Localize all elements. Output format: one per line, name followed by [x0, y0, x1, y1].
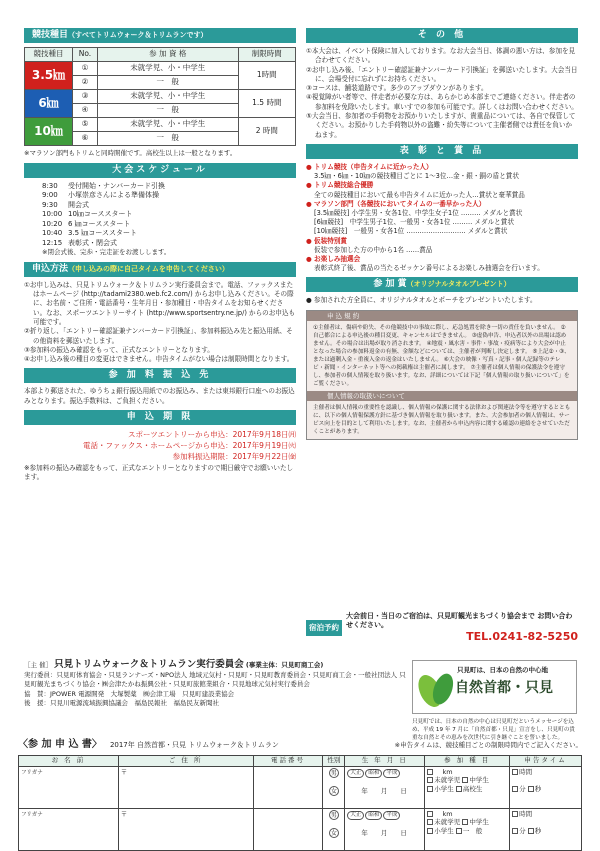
logo-title: 自然首都・只見 — [455, 680, 553, 696]
event-limit: 1.5 時間 — [238, 90, 295, 118]
deadline-lines — [24, 429, 296, 462]
lodging-text: 大会前日・当日のご宿泊は、只見町観光まちづくり協会まで お問い合わせください。 — [346, 612, 573, 629]
name-field[interactable]: フリガナ — [19, 808, 119, 850]
rules-text: ①主催者は、傷病や紛失、その他競技中の事故に際し、応急処置を除き一切の責任を負いません。 ②自己都合による申込後の種目変更、キャンセルはできません。 ③虚偽申告、申込者以外の出場は認めません。その場合は出場が取り消されます。 ④地震・風水害・事件・事故・疫病等により大会が中止となった場合の参加料返金の有無、金額などについては、主催者が判断し決定します。 ⑤上記②・③、または過剰入金・重複入金の返金はいたしません。 ⑥大会の映像・写真・記事・個人記録等のテレビ・新聞・インターネット等への掲載権は主催者に属します。 ⑦主催者は個人情報の保護法令を遵守し、参加者の個人情報を取り扱います。なお、詳細については下記「個人情報の取り扱いについて」をご覧ください。 — [307, 321, 577, 391]
apply-item: ④お申し込み後の種目の変更はできません。申告タイムがない場合は制限時間となります。 — [24, 355, 294, 364]
birthdate-field[interactable]: 大正 昭和 平成 年 月 日 — [345, 808, 425, 850]
supporters: 後 援：只見川電源流域振興協議会 福島民報社 福島民友新聞社 — [24, 699, 219, 707]
form-note: ※申告タイムは、競技種目ごとの制限時間内でご記入ください。 — [394, 741, 582, 749]
dist-10km: 10㎞ — [25, 118, 73, 146]
schedule-list — [24, 182, 296, 258]
time-field[interactable]: 時間 分 秒 — [510, 808, 582, 850]
gender-female[interactable]: 女 — [330, 788, 337, 796]
schedule-item: 9:00 小塚崇彦さんによる準備体操 — [42, 191, 159, 200]
event-limit: 2 時間 — [238, 118, 295, 146]
other-item: ③コースは、舗装道路です。多少のアップダウンがあります。 — [306, 84, 488, 93]
other-list — [306, 47, 578, 140]
apply-item: ①お申し込みは、只見トリムウォーク＆トリムラン実行委員会まで。電話、ファックスまたはホームページ (http://tadami2380.web.fc2.com/) からお申し込みください。その際に、お名前・ご住所・電話番号・生年月日・参加種目・申告タイムをお知らせください。なお、スポーツエントリーサイト (http://www.sportsentry.ne.jp/) からのお申込も可能です。 — [24, 280, 296, 326]
event-qual: 未就学児、小・中学生 — [97, 62, 238, 76]
award-title: ● マラソン部門（各競技においてタイムの一番早かった人） — [306, 199, 486, 208]
deadline-payment: 参加料振込期限：2017年9月22日㈮ — [172, 452, 296, 462]
event-qual: 未就学児、小・中学生 — [97, 118, 238, 132]
awards-header: 表 彰 と 賞 品 — [306, 144, 578, 159]
birthdate-field[interactable]: 大正 昭和 平成 年 月 日 — [345, 766, 425, 808]
award-detail: 仮装で参加した方の中から1名 ……賞品 — [314, 245, 433, 254]
rules-title: 申 込 規 約 — [307, 311, 577, 321]
other-item: ①本大会は、イベント保険に加入しております。なお大会当日、体調の悪い方は、参加を見合わせてください。 — [306, 47, 576, 65]
event-limit: 1時間 — [238, 62, 295, 90]
award-detail: [6㎞競技] 中学生男子1位、一般男・女各1位 ……… メダルと賞状 — [314, 218, 514, 227]
award-detail: 3.5㎞・6㎞・10㎞の競技種目ごとに 1〜3位…金・銀・銅の盾と賞状 — [314, 172, 519, 181]
shizen-shuto-text: 只見町では、日本の自然の中心は只見町だというメッセージを込め、平成 19 年 7 月に「自然首都・只見」宣言をし、只見町の貴重な自然とその恵みを次世代に引き継ぐことを誓いました。 — [412, 719, 576, 741]
period-note: ※参加料の振込み確認をもって、正式なエントリーとなりますので期日厳守でお願いいたします。 — [24, 464, 294, 482]
logo-line: 只見町は、日本の自然の中心地 — [457, 666, 548, 674]
deadline-phone-fax: 電話・ファックス・ホームページから申込：2017年9月19日㈫ — [82, 441, 296, 451]
th-limit: 制限時間 — [238, 48, 295, 62]
award-detail: 全ての競技種目において最も申告タイムに近かった人…賞状と豪華賞品 — [314, 190, 525, 199]
fee-text: 本部より郵送された、ゆうちょ銀行振込用紙でのお振込み、または東邦銀行口座へのお振込みとなります。振込手数料は、ご負担ください。 — [24, 387, 295, 405]
lodging-contact — [306, 612, 578, 645]
schedule-item: 10:00 10㎞コーススタート — [42, 210, 133, 219]
award-title: ● トリム競技（申告タイムに近かった人） — [306, 162, 433, 171]
other-item: ⑤大会当日、参加者の手荷物をお預かりいたしますが、貴重品については、各自で保管してください。お預かりした手荷物以外の盗難・紛失等について主催者側では責任を負いかねます。 — [306, 112, 576, 139]
name-field[interactable]: フリガナ — [19, 766, 119, 808]
rules-box — [306, 310, 578, 440]
apply-list — [24, 281, 296, 365]
address-field[interactable]: 〒 — [118, 808, 253, 850]
events-note: ※マラソン部門もトリムと同時開催です。高校生以上は一般となります。 — [24, 149, 237, 157]
form-event: 2017年 自然首都・只見 トリムウォーク＆トリムラン — [109, 741, 279, 749]
event-no: ④ — [73, 104, 98, 118]
schedule-note: ※閉会式後、完歩・完走証をお渡しします。 — [42, 248, 171, 257]
events-table — [24, 47, 296, 146]
event-no: ③ — [73, 90, 98, 104]
application-table — [18, 755, 582, 851]
th-event: 参 加 種 目 — [425, 755, 510, 766]
th-address: ご 住 所 — [118, 755, 253, 766]
shizen-shuto-logo — [412, 660, 577, 714]
event-no: ② — [73, 76, 98, 90]
sponsor-label: 協 賛： — [24, 689, 50, 698]
th-phone: 電話番号 — [253, 755, 323, 766]
schedule-item: 12:15 表彰式・閉会式 — [42, 238, 117, 247]
award-title: ● トリム競技総合優勝 — [306, 181, 374, 190]
fee-header: 参 加 料 振 込 先 — [24, 368, 296, 383]
events-header: 競技種目（すべてトリムウォーク＆トリムランです） — [24, 28, 296, 43]
th-event: 競技種目 — [25, 48, 73, 62]
gender-male[interactable]: 男 — [330, 769, 337, 777]
apply-item: ②折り返し、「エントリー確認証兼ナンバーカード引換証」、参加料振込み先と振込用紙、その他資料を郵送いたします。 — [24, 327, 293, 345]
event-qual: 一 般 — [97, 104, 238, 118]
other-header: そ の 他 — [306, 28, 578, 43]
award-title: ● お楽しみ抽選会 — [306, 255, 361, 263]
awards-list — [306, 163, 578, 273]
organizers — [24, 660, 409, 709]
time-field[interactable]: 時間 分 秒 — [510, 766, 582, 808]
prize-text: ● 参加された方全員に、オリジナルタオルとポーチをプレゼントいたします。 — [306, 296, 537, 305]
organizer-sub: (事業主体：只見町商工会) — [245, 661, 324, 669]
other-item: ④視覚障がい者等で、伴走者が必要な方は、あらかじめ本部までご連絡ください。伴走者の参加料を免除いたします。車いすでの参加も可能です。詳しくはお問い合わせください。 — [306, 93, 578, 111]
schedule-item: 8:30 受付開始・ナンバーカード引換 — [42, 181, 166, 190]
lodging-tel[interactable]: TEL.0241-82-5250 — [466, 630, 578, 643]
organizer-name: 只見トリムウォーク＆トリムラン実行委員会 — [54, 659, 244, 670]
application-row — [19, 808, 582, 850]
gender-female[interactable]: 女 — [330, 830, 337, 838]
phone-field[interactable] — [253, 766, 323, 808]
committee-members: 実行委員：只見町体育協会・只見ランナーズ・NPO法人 地域元気村・只見町・只見町教育委員会・只見町商工会・一般社団法人 只見町観光まちづくり協会・㈱会津たかね振興公社・只見町旅館業組合・只見地球元気村実行委員会 — [24, 670, 406, 688]
left-column — [24, 28, 296, 487]
lodging-badge: 宿泊予約 — [306, 620, 342, 636]
th-no: No. — [73, 48, 98, 62]
event-field[interactable]: km 未就学児 中学生 小学生 一 般 — [425, 808, 510, 850]
other-item: ②お申し込み後、「エントリー確認証兼ナンバーカード引換証」を郵送いたします。大会当日に、会場受付に忘れずにお持ちください。 — [306, 65, 578, 83]
apply-item: ③参加料の振込み確認をもって、正式なエントリーとなります。 — [24, 345, 214, 354]
schedule-item: 10:20 6 ㎞コーススタート — [42, 219, 131, 228]
th-gender: 性別 — [323, 755, 345, 766]
address-field[interactable]: 〒 — [118, 766, 253, 808]
award-detail: [10㎞競技] 一般男・女各1位 ……………………… メダルと賞状 — [314, 227, 508, 236]
schedule-item: 10:40 3.5 ㎞コーススタート — [42, 229, 138, 238]
leaf-icon — [416, 665, 456, 711]
gender-male[interactable]: 男 — [330, 811, 337, 819]
schedule-item: 9:30 開会式 — [42, 200, 89, 209]
event-no: ⑤ — [73, 118, 98, 132]
privacy-text: 主催者は個人情報の重要性を認識し、個人情報の保護に関する法律および関連法令等を遵守するとともに、以下の個人情報保護方針に基づき個人情報を取り扱います。また、大会参加者の個人情報は、サービス向上を目的として利用いたします。なお、主催者から申込内容に関する確認の連絡をさせていただくことがあります。 — [307, 401, 577, 439]
event-qual: 一 般 — [97, 132, 238, 146]
deadline-sports-entry: スポーツエントリーから申込：2017年9月18日㈪ — [128, 430, 296, 440]
sponsors: JPOWER 電源開発 大塚製薬 ㈱会津工場 只見町建設業協会 — [50, 689, 235, 698]
award-detail: 表彰式終了後、賞品の当たるゼッケン番号によるお楽しみ抽選会を行います。 — [314, 264, 544, 273]
dist-3-5km: 3.5㎞ — [25, 62, 73, 90]
award-title: ● 仮装特別賞 — [306, 236, 348, 245]
th-time: 申告タイム — [510, 755, 582, 766]
event-no: ⑥ — [73, 132, 98, 146]
application-row — [19, 766, 582, 808]
apply-header: 申込方法（申し込みの際に自己タイムを申告してください） — [24, 262, 296, 277]
application-form — [18, 738, 582, 851]
right-column — [306, 28, 578, 440]
th-name: お 名 前 — [19, 755, 119, 766]
privacy-title: 個人情報の取扱いについて — [307, 391, 577, 401]
th-birthdate: 生 年 月 日 — [345, 755, 425, 766]
event-field[interactable]: km 未就学児 中学生 小学生 高校生 — [425, 766, 510, 808]
event-qual: 一 般 — [97, 76, 238, 90]
org-label: ［主 催］ — [24, 661, 53, 669]
period-header: 申 込 期 限 — [24, 410, 296, 425]
form-title: 〈参 加 申 込 書〉 — [18, 739, 102, 750]
prize-header: 参 加 賞（オリジナルタオルプレゼント） — [306, 277, 578, 292]
schedule-header: 大会スケジュール — [24, 163, 296, 178]
award-detail: [3.5㎞競技] 小学生男・女各1位、中学生女子1位 ……… メダルと賞状 — [314, 208, 523, 217]
phone-field[interactable] — [253, 808, 323, 850]
event-qual: 未就学児、小・中学生 — [97, 90, 238, 104]
th-qual: 参 加 資 格 — [97, 48, 238, 62]
event-no: ① — [73, 62, 98, 76]
dist-6km: 6㎞ — [25, 90, 73, 118]
